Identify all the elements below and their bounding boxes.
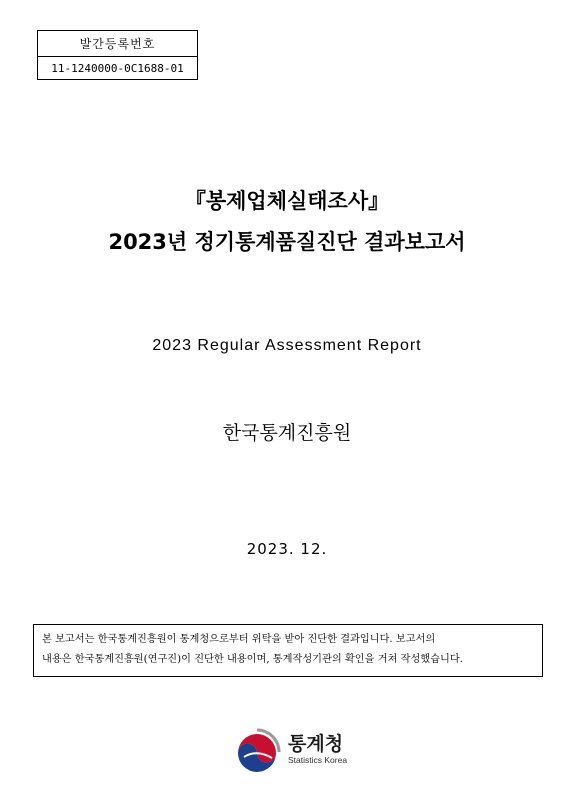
english-subtitle: 2023 Regular Assessment Report — [152, 337, 422, 354]
report-title-line2: 2023년 정기통계품질진단 결과보고서 — [108, 230, 466, 254]
registration-number: 11-1240000-0C1688-01 — [51, 62, 184, 75]
organization-name: 한국통계진흥원 — [222, 422, 352, 444]
publication-date: 2023. 12. — [246, 540, 328, 558]
statistics-korea-emblem-icon — [232, 727, 282, 777]
registration-box — [37, 30, 198, 80]
disclaimer-notice — [33, 624, 543, 677]
disclaimer-line1: 본 보고서는 한국통계진흥원이 통계청으로부터 위탁을 받아 진단한 결과입니다. 보고서의 — [42, 634, 436, 645]
logo-name-english: Statistics Korea — [288, 755, 348, 765]
disclaimer-line2: 내용은 한국통계진흥원(연구진)이 진단한 내용이며, 통계작성기관의 확인을 거쳐 작성했습니다. — [42, 654, 463, 665]
statistics-korea-logo — [232, 727, 362, 777]
logo-name-korean: 통계청 — [288, 733, 344, 755]
report-title-line1: 『봉제업체실태조사』 — [184, 189, 390, 213]
registration-label: 발간등록번호 — [38, 31, 197, 57]
